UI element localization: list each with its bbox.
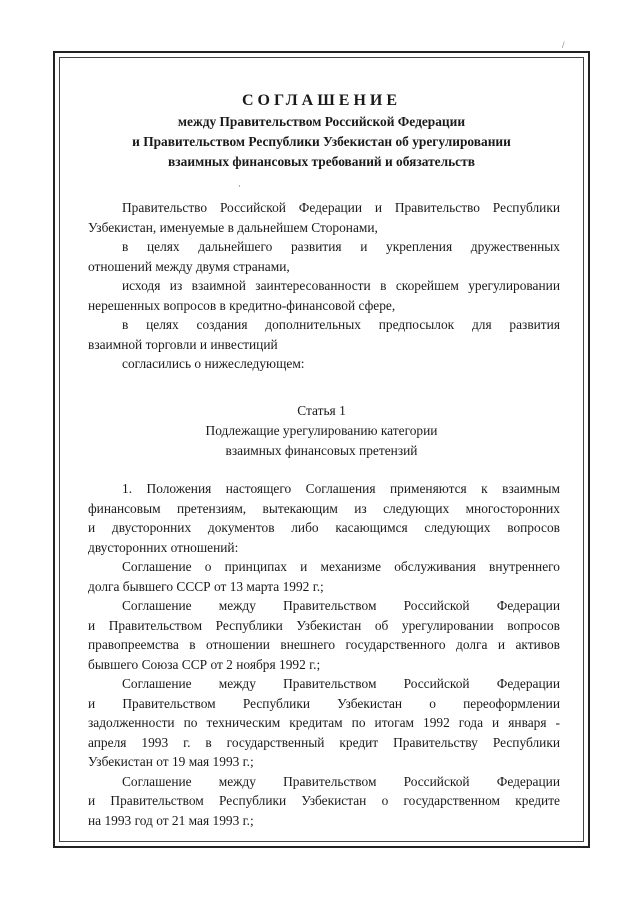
- body-line: на 1993 год от 21 мая 1993 г.;: [88, 812, 254, 828]
- stray-dot: ·: [238, 181, 241, 191]
- body-line: финансовым претензиям, вытекающим из следующих многосторонних: [88, 500, 560, 516]
- article-body: [88, 479, 560, 830]
- body-line: Соглашение о принципах и механизме обслуживания внутреннего: [122, 559, 560, 574]
- corner-mark: /: [562, 40, 565, 50]
- preamble-line: Правительство Российской Федерации и Правительство Республики: [122, 200, 560, 215]
- body-line: 1. Положения настоящего Соглашения применяются к взаимным: [122, 481, 560, 496]
- body-line: и Правительством Республики Узбекистан об урегулировании вопросов: [88, 617, 560, 633]
- article-title-line: Подлежащие урегулированию категории: [205, 423, 438, 438]
- body-line: Соглашение между Правительством Российской Федерации: [122, 773, 560, 789]
- body-line: Соглашение между Правительством Российской Федерации: [122, 598, 560, 613]
- body-line: правопреемства в отношении внешнего государственного долга и активов: [88, 637, 560, 652]
- subtitle-line: и Правительством Республики Узбекистан об урегулировании: [132, 134, 511, 149]
- article-number: Статья 1: [297, 403, 346, 418]
- body-line: и Правительством Республики Узбекистан о переоформлении: [88, 695, 560, 711]
- preamble-line: взаимной торговли и инвестиций: [88, 336, 278, 352]
- article-title-line: взаимных финансовых претензий: [225, 443, 418, 458]
- subtitle-line: взаимных финансовых требований и обязательств: [168, 154, 475, 169]
- preamble-line: Узбекистан, именуемые в дальнейшем Сторонами,: [88, 219, 378, 235]
- preamble: [88, 198, 560, 374]
- preamble-line: согласились о нижеследующем:: [122, 356, 305, 371]
- preamble-line: отношений между двумя странами,: [88, 258, 290, 274]
- preamble-line: в целях создания дополнительных предпосылок для развития: [122, 317, 560, 332]
- body-line: бывшего Союза ССР от 2 ноября 1992 г.;: [88, 656, 321, 672]
- body-line: и Правительством Республики Узбекистан о государственном кредите: [88, 793, 560, 808]
- body-line: задолженности по техническим кредитам по итогам 1992 года и января -: [88, 715, 560, 730]
- body-line: долга бывшего СССР от 13 марта 1992 г.;: [88, 578, 324, 594]
- preamble-line: в целях дальнейшего развития и укрепления дружественных: [122, 239, 560, 254]
- body-line: двусторонних отношений:: [88, 539, 239, 555]
- body-line: и двусторонних документов либо касающимся следующих вопросов: [88, 520, 560, 535]
- document-subtitle: [59, 112, 584, 172]
- body-line: Узбекистан от 19 мая 1993 г.;: [88, 754, 254, 769]
- document-title: СОГЛАШЕНИЕ: [241, 92, 402, 109]
- body-line: апреля 1993 г. в государственный кредит Правительству Республики: [88, 734, 560, 750]
- preamble-line: нерешенных вопросов в кредитно-финансовой сфере,: [88, 297, 396, 313]
- preamble-line: исходя из взаимной заинтересованности в скорейшем урегулировании: [122, 278, 560, 293]
- body-line: Соглашение между Правительством Российской Федерации: [122, 676, 560, 691]
- subtitle-line: между Правительством Российской Федерации: [177, 114, 466, 129]
- article-heading: [59, 401, 584, 461]
